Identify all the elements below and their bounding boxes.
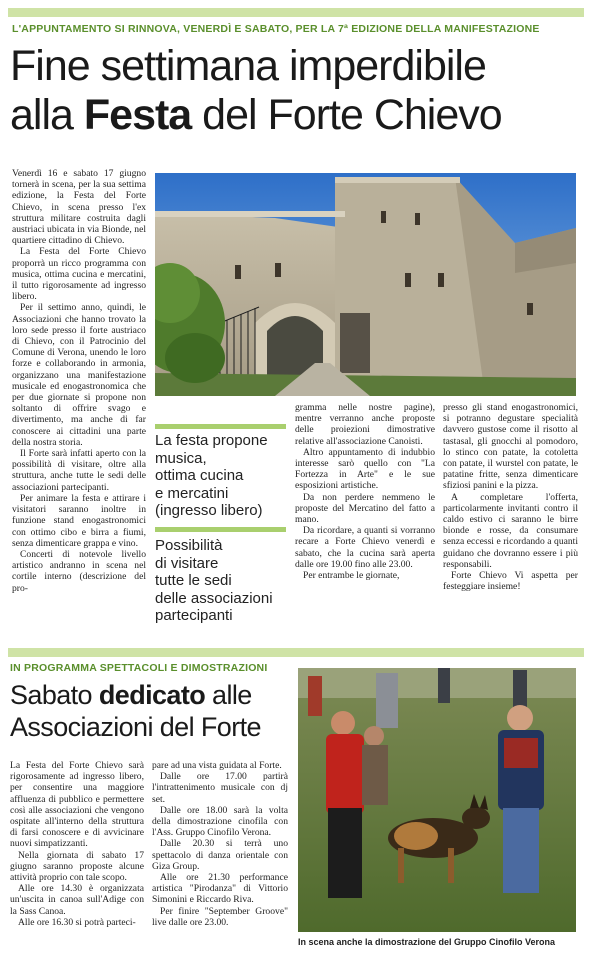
paragraph: Il Forte sarà infatti aperto con la possibilità di visitare, oltre alla struttura, anche tutte le sedi delle associazioni partecipanti.: [12, 448, 146, 493]
paragraph: Dalle ore 17.00 partirà l'intrattenimento musicale con dj set.: [152, 771, 288, 805]
paragraph: gramma nelle nostre pagine), mentre verranno anche proposte delle proiezioni dimostrative relative all'associazione Canoisti.: [295, 402, 435, 447]
paragraph: pare ad una vista guidata al Forte.: [152, 760, 282, 771]
paragraph: Dalle 20.30 si terrà uno spettacolo di danza orientale con Giza Group.: [152, 838, 288, 872]
paragraph: A completare l'offerta, particolarmente invitanti contro il caldo estivo ci saranno le birre bionde e rosse, da consumare senza eccessi e ricordando a quanti guidano che dovranno essere i più responsabili.: [443, 491, 578, 570]
pull-quote-rule-top: [155, 424, 286, 429]
headline-bold: dedicato: [98, 680, 206, 710]
paragraph: Per animare la festa e attirare i visitatori saranno inoltre in funzione stand enogastronomici con ottimo cibo e birra a fiumi, senza dimenticare grappa e vino.: [12, 492, 146, 549]
article2-headline: [10, 682, 261, 741]
headline-pre: alla: [10, 91, 84, 139]
paragraph: La Festa del Forte Chievo sarà rigorosamente ad ingresso libero, per consentire una maggiore affluenza di pubblico e permettere così alle associazioni che vengono ospitate all'interno della struttura di farsi conoscere e di avvicinare nuovi simpatizzanti.: [10, 760, 144, 850]
headline-post: alle: [205, 680, 252, 710]
pull-line: La festa propone: [155, 432, 268, 449]
pull-line: partecipanti: [155, 607, 233, 624]
paragraph: Venerdì 16 e sabato 17 giugno tornerà in scena, per la sua settima edizione, la Festa del Forte Chievo, in scena presso l'ex struttura militare costruita dagli austriaci ubicata in via Bionde, nel quartiere cittadino di Chievo.: [12, 168, 146, 247]
pull-quote-1: [155, 432, 286, 520]
article1-kicker: L'APPUNTAMENTO SI RINNOVA, VENERDÌ E SABATO, PER LA 7ª EDIZIONE DELLA MANIFESTAZIONE: [12, 23, 540, 35]
paragraph: Da ricordare, a quanti si vorranno recare a Forte Chievo venerdì e sabato, che la cucina sarà aperta dalle ore 19.00 fino alle 23.00.: [295, 525, 435, 570]
article1-column-2: [295, 402, 435, 581]
article1-headline-line2: [10, 91, 502, 139]
headline-bold: Festa: [83, 91, 192, 139]
paragraph: Per finire "September Groove" live dalle ore 23.00.: [152, 905, 288, 928]
fort-chievo-photo: [155, 173, 576, 396]
pull-line: Possibilità: [155, 537, 223, 554]
pull-line: di visitare: [155, 554, 219, 572]
paragraph: Alle ore 16.30 si potrà parteci-: [18, 916, 136, 928]
pull-line: musica,: [155, 449, 207, 467]
pull-line: e mercatini: [155, 484, 229, 502]
paragraph: Da non perdere nemmeno le proposte del Mercatino del fatto a mano.: [295, 491, 435, 526]
mid-green-bar: [8, 648, 584, 657]
pull-line: delle associazioni: [155, 589, 273, 607]
pull-line: (ingresso libero): [155, 502, 263, 519]
article1-headline: [10, 42, 502, 139]
dog-demonstration-photo: [298, 668, 576, 932]
article1-headline-line1: Fine settimana imperdibile: [10, 42, 486, 90]
pull-line: tutte le sedi: [155, 572, 232, 589]
paragraph: Altro appuntamento di indubbio interesse sarò quello con "La Fortezza in Arte" e le sue esposizioni artistiche.: [295, 446, 435, 492]
article2-headline-line1: [10, 682, 261, 709]
pull-quote-rule-mid: [155, 527, 286, 532]
paragraph: Forte Chievo Vi aspetta per festeggiare insieme!: [443, 570, 578, 593]
dog-demo-image: [298, 668, 576, 932]
photo-caption: In scena anche la dimostrazione del Gruppo Cinofilo Verona: [298, 937, 556, 947]
top-green-bar: [8, 8, 584, 17]
article2-kicker: IN PROGRAMMA SPETTACOLI E DIMOSTRAZIONI: [10, 662, 268, 674]
paragraph: Per entrambe le giornate,: [303, 570, 400, 582]
pull-quote-2: [155, 537, 286, 625]
headline-pre: Sabato: [10, 680, 99, 710]
paragraph: Alle ore 14.30 è organizzata un'uscita in canoa sull'Adige con la Sass Canoa.: [10, 883, 144, 917]
paragraph: Dalle ore 18.00 sarà la volta della dimostrazione cinofila con l'Ass. Gruppo Cinofilo Verona.: [152, 804, 288, 839]
paragraph: presso gli stand enogastronomici, si potranno degustare specialità davvero gustose come il risotto al tastasal, gli gnocchi al pomodoro, lo stinco con patate, la cotoletta con patate, il wurstel con patate, le patatine fritte, senza dimenticare sfiziosi panini e la pizza.: [443, 402, 578, 492]
article2-column-2: [152, 760, 288, 928]
paragraph: Concerti di notevole livello artistico andranno in scena nel cortile interno (descrizione del pro-: [12, 548, 146, 594]
paragraph: Per il settimo anno, quindi, le Associazioni che hanno trovato la loro sede presso il forte austriaco di Chievo, con il Patrocinio del Comune di Verona, unendo le loro forze e collaborando in armonia, organizzano una manifestazione musicale ed enogastronomica che per due giornate si propone non soltanto di offrire svago e divertimento, ma anche di far conoscere ai cittadini una parte della nostra storia.: [12, 302, 146, 448]
paragraph: La Festa del Forte Chievo proporrà un ricco programma con musica, ottima cucina e mercatini, il tutto rigorosamente ad ingresso libero.: [12, 246, 146, 303]
article2-column-1: [10, 760, 144, 928]
pull-line: ottima cucina: [155, 467, 244, 484]
fort-image: [155, 173, 576, 396]
article2-headline-line2: Associazioni del Forte: [10, 712, 261, 742]
paragraph: Nella giornata di sabato 17 giugno saranno proposte alcune attività proprio con tale scopo.: [10, 849, 144, 884]
article1-column-3: [443, 402, 578, 592]
article1-column-1: [12, 168, 146, 594]
paragraph: Alle ore 21.30 performance artistica "Pirodanza" di Vittorio Simonini e Riccardo Riva.: [152, 872, 288, 906]
headline-post: del Forte Chievo: [191, 91, 502, 139]
